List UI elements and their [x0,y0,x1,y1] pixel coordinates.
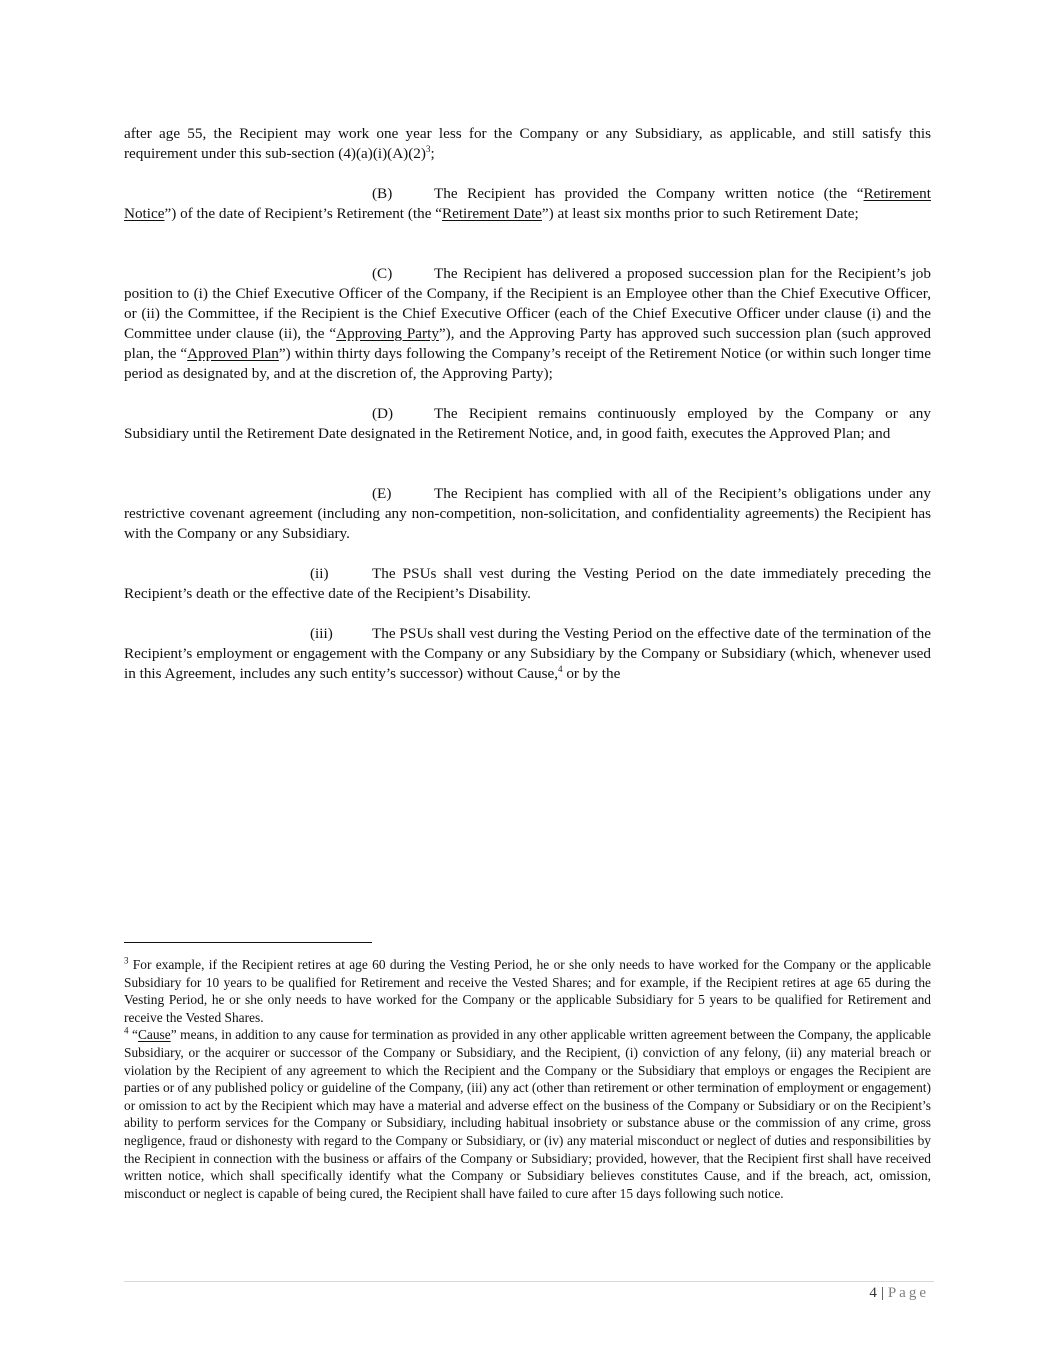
clause-c: (C) The Recipient has delivered a proposed succession plan for the Recipient’s job position to (i) the Chief Executive Officer of the Company, if the Recipient is an Employee other than the Chief Executive Officer, or (ii) the Committee, if the Recipient is the Chief Executive Officer (each of the Chief Executive Officer under clause (i) and the Committee under clause (ii), the “Approving Party”), and the Approving Party has approved such succession plan (such approved plan, the “Approved Plan”) within thirty days following the Company’s receipt of the Retirement Notice (or within such longer time period as designated by, and at the discretion of, the Approving Party); [124,265,931,382]
page-separator: | [880,1285,884,1301]
page-footer [869,1285,929,1302]
paragraph-continuation [124,124,931,164]
footer-divider [124,1281,934,1282]
footnotes [124,956,931,1202]
clause-label: (ii) [310,565,329,582]
footnote-ref-4[interactable]: 4 [558,663,563,674]
paragraph-text: after age 55, the Recipient may work one year less for the Company or any Subsidiary, as applicable, and still satisfy this requirement under this sub-section (4)(a)(i)(A)(2) [124,125,931,162]
clause-label: (D) [372,405,394,422]
page-label: Page [887,1285,929,1301]
clause-label: (C) [372,265,393,282]
clause-label: (E) [372,485,392,502]
page-number: 4 [869,1285,877,1301]
footnote-marker: 3 [124,955,129,966]
clause-label: (iii) [310,625,333,642]
clause-b: (B) The Recipient has provided the Company written notice (the “Retirement Notice”) of the date of Recipient’s Retirement (the “Retirement Date”) at least six months prior to such Retirement Date; [124,185,931,222]
clause-ii: (ii) The PSUs shall vest during the Vesting Period on the date immediately preceding the Recipient’s death or the effective date of the Recipient’s Disability. [124,565,931,602]
defined-term: Retirement Notice [124,185,931,222]
footnote-separator [124,942,372,943]
footnote-3: $^3$ For example, if the Recipient retires at age 60 during the Vesting Period, he or she only needs to have worked for the Company or the applicable Subsidiary for 10 years to be qualified for Retirement and receive the Vested Shares; and for example, if the Recipient retires at age 65 during the Vesting Period, he or she only needs to have worked for the Company or the applicable Subsidiary for 5 years to be qualified for Retirement and receive the Vested Shares. [124,955,931,1025]
defined-term: Retirement Date [441,205,542,222]
footnote-4: $^4$ “Cause” means, in addition to any cause for termination as provided in any other applicable written agreement between the Company, the applicable Subsidiary, or the acquirer or successor of the Company or Subsidiary, and the Recipient, (i) conviction of any felony, (ii) any material breach or violation by the Recipient of any agreement to which the Recipient and the Company or the Subsidiary that employs or engages the Recipient are parties or of any published policy or guideline of the Company, (iii) any act (other than retirement or other termination of employment or engagement) or omission to act by the Recipient which may have a material and adverse effect on the business of the Company or Subsidiary or on the Recipient’s ability to perform services for the Company or Subsidiary, including habitual insobriety or substance abuse or the commission of any crime, gross negligence, fraud or dishonesty with regard to the Company or Subsidiary, or (iv) any material misconduct or neglect of duties and responsibilities by the Recipient in connection with the business or affairs of the Company or Subsidiary; provided, however, that the Recipient first shall have received written notice, which shall specifically identify what the Company or Subsidiary believes constitutes Cause, and if the breach, act, omission, misconduct or neglect is capable of being cured, the Recipient shall have failed to cure after 15 days following such notice. [124,1025,931,1201]
paragraph-text: ; [430,145,435,162]
clause-label: (B) [372,185,393,202]
footnote-marker: 4 [124,1025,129,1036]
defined-term: Approved Plan [187,345,279,362]
defined-term: Approving Party [336,325,439,342]
clause-e: (E) The Recipient has complied with all of the Recipient’s obligations under any restrictive covenant agreement (including any non-competition, non-solicitation, and confidentiality agreements) the Recipient has with the Company or any Subsidiary. [124,485,931,542]
footnote-ref-3[interactable]: 3 [425,143,431,154]
clause-d: (D) The Recipient remains continuously employed by the Company or any Subsidiary until the Retirement Date designated in the Retirement Notice, and, in good faith, executes the Approved Plan; and [124,405,931,442]
defined-term: Cause [137,1027,171,1043]
clause-iii: (iii) The PSUs shall vest during the Vesting Period on the effective date of the termination of the Recipient’s employment or engagement with the Company or any Subsidiary by the Company or Subsidiary (which, whenever used in this Agreement, includes any such entity’s successor) without Cause,$^4$ or by the [124,625,931,682]
document-body [124,124,931,684]
